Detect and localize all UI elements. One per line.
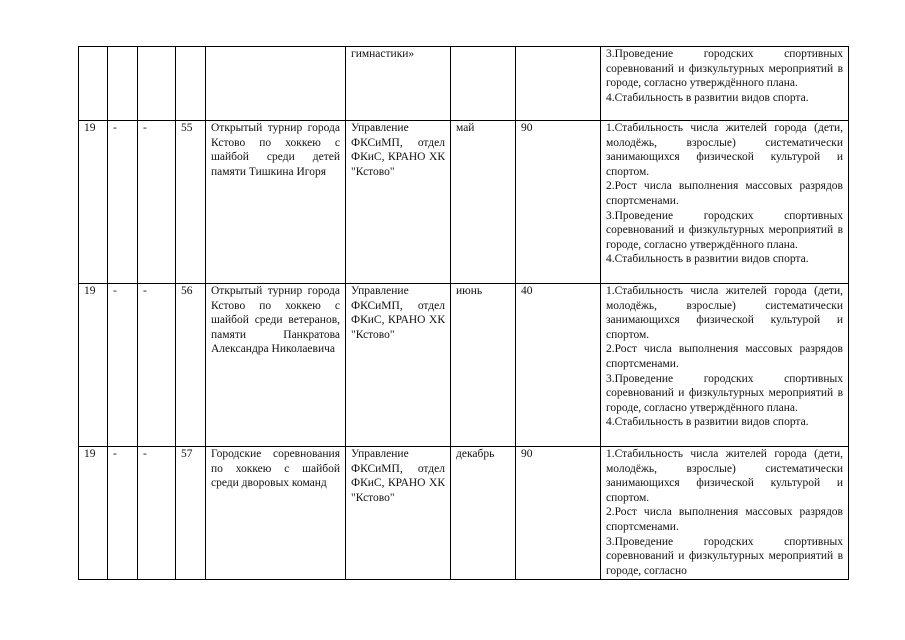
cell-id: 55 — [176, 121, 206, 284]
cell-a: - — [108, 121, 138, 284]
result-item: 4.Стабильность в развитии видов спорта. — [606, 91, 809, 104]
table-row — [79, 47, 849, 121]
cell-a — [108, 47, 138, 121]
cell-month: декабрь — [451, 447, 516, 580]
cell-month: май — [451, 121, 516, 284]
cell-event-name — [206, 47, 346, 121]
cell-expected-results — [601, 284, 849, 447]
result-item: 2.Рост числа выполнения массовых разрядов спортсменами. — [606, 506, 843, 533]
cell-number — [79, 47, 108, 121]
cell-expected-results — [601, 47, 849, 121]
cell-b: - — [138, 121, 176, 284]
cell-event-name: Открытый турнир города Кстово по хоккею с шайбой среди ветеранов, памяти Панкратова Александра Николаевича — [206, 284, 346, 447]
cell-id — [176, 47, 206, 121]
cell-participants: 90 — [516, 447, 601, 580]
result-item: 2.Рост числа выполнения массовых разрядов спортсменами. — [606, 343, 843, 370]
cell-number: 19 — [79, 447, 108, 580]
cell-month — [451, 47, 516, 121]
cell-b: - — [138, 447, 176, 580]
result-item: 1.Стабильность числа жителей города (дети, молодёжь, взрослые) систематически занимающихся физической культурой и спортом. — [606, 448, 843, 504]
table-row — [79, 121, 849, 284]
cell-number: 19 — [79, 121, 108, 284]
result-item: 4.Стабильность в развитии видов спорта. — [606, 253, 809, 266]
cell-month: июнь — [451, 284, 516, 447]
result-item: 1.Стабильность числа жителей города (дети, молодёжь, взрослые) систематически занимающихся физической культурой и спортом. — [606, 285, 843, 341]
cell-id: 57 — [176, 447, 206, 580]
cell-a: - — [108, 447, 138, 580]
result-item: 3.Проведение городских спортивных соревнований и физкультурных мероприятий в городе, согласно утверждённого плана. — [606, 372, 843, 414]
table-row — [79, 447, 849, 580]
events-table — [78, 46, 849, 580]
result-item: 3.Проведение городских спортивных соревнований и физкультурных мероприятий в городе, согласно утверждённого плана. — [606, 209, 843, 251]
cell-organizer: Управление ФКСиМП, отдел ФКиС, КРАНО ХК "Кстово" — [346, 121, 451, 284]
cell-participants: 40 — [516, 284, 601, 447]
page-bottom-margin — [0, 582, 905, 640]
result-item: 3.Проведение городских спортивных соревнований и физкультурных мероприятий в городе, согласно — [606, 535, 843, 577]
result-item: 4.Стабильность в развитии видов спорта. — [606, 416, 809, 429]
cell-b — [138, 47, 176, 121]
cell-event-name: Городские соревнования по хоккею с шайбой среди дворовых команд — [206, 447, 346, 580]
cell-a: - — [108, 284, 138, 447]
cell-id: 56 — [176, 284, 206, 447]
cell-participants: 90 — [516, 121, 601, 284]
cell-expected-results — [601, 121, 849, 284]
cell-organizer: Управление ФКСиМП, отдел ФКиС, КРАНО ХК "Кстово" — [346, 284, 451, 447]
cell-number: 19 — [79, 284, 108, 447]
cell-organizer: гимнастики» — [346, 47, 451, 121]
result-item: 1.Стабильность числа жителей города (дети, молодёжь, взрослые) систематически занимающихся физической культурой и спортом. — [606, 122, 843, 178]
cell-organizer: Управление ФКСиМП, отдел ФКиС, КРАНО ХК "Кстово" — [346, 447, 451, 580]
cell-event-name: Открытый турнир города Кстово по хоккею с шайбой среди детей памяти Тишкина Игоря — [206, 121, 346, 284]
result-item: 3.Проведение городских спортивных соревнований и физкультурных мероприятий в городе, согласно утверждённого плана. — [606, 48, 843, 90]
cell-b: - — [138, 284, 176, 447]
cell-participants — [516, 47, 601, 121]
result-item: 2.Рост числа выполнения массовых разрядов спортсменами. — [606, 180, 843, 207]
cell-expected-results — [601, 447, 849, 580]
table-row — [79, 284, 849, 447]
